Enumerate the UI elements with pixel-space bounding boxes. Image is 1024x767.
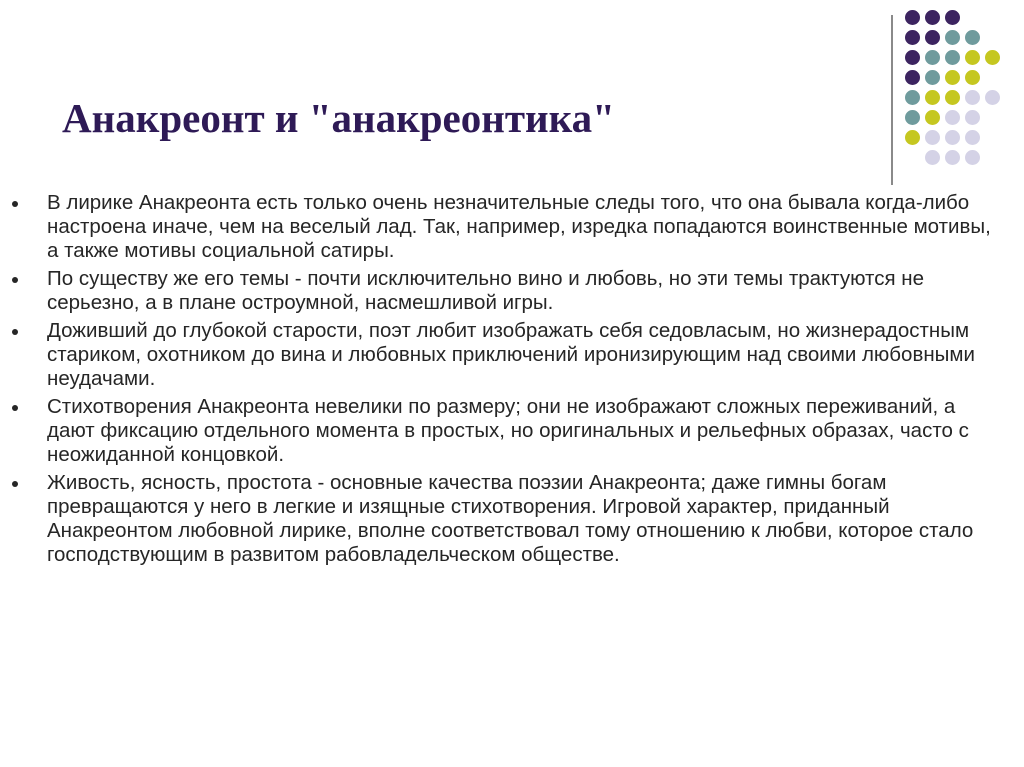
decor-dot-lavender bbox=[925, 150, 940, 165]
decor-dot-yellow bbox=[965, 70, 980, 85]
decor-dot-teal bbox=[925, 50, 940, 65]
decor-dot-teal bbox=[905, 90, 920, 105]
decor-dot-yellow bbox=[925, 90, 940, 105]
decor-dot-lavender bbox=[965, 150, 980, 165]
decor-dot-yellow bbox=[965, 50, 980, 65]
decor-dot-purple bbox=[905, 30, 920, 45]
decor-dot-lavender bbox=[965, 130, 980, 145]
decor-dot-lavender bbox=[945, 130, 960, 145]
bullet-dot-icon bbox=[12, 277, 18, 283]
bullet-item bbox=[0, 471, 1024, 567]
bullet-item bbox=[0, 267, 1024, 315]
decor-dot-lavender bbox=[965, 90, 980, 105]
bullet-text: Живость, ясность, простота - основные качества поэзии Анакреонта; даже гимны богам превращаются у него в легкие и изящные стихотворения. Игровой характер, приданный Анакреонтом любовной лирике, вполне соответствовал тому отношению к любви, которое стало господствующим в развитом рабовладельческом обществе. bbox=[47, 471, 974, 566]
bullet-item bbox=[0, 191, 1024, 263]
bullet-item bbox=[0, 319, 1024, 391]
decor-dot-purple bbox=[905, 50, 920, 65]
decor-dot-teal bbox=[945, 30, 960, 45]
title-divider-line bbox=[891, 15, 893, 185]
decor-dot-yellow bbox=[905, 130, 920, 145]
slide-title: Анакреонт и "анакреонтика" bbox=[62, 95, 615, 141]
decor-dot-teal bbox=[965, 30, 980, 45]
bullet-text: Стихотворения Анакреонта невелики по размеру; они не изображают сложных переживаний, а дают фиксацию отдельного момента в простых, но оригинальных и рельефных образах, часто с неожиданной концовкой. bbox=[47, 395, 969, 466]
decor-dot-purple bbox=[905, 70, 920, 85]
decor-dot-teal bbox=[925, 70, 940, 85]
decor-dot-purple bbox=[925, 10, 940, 25]
decor-dot-purple bbox=[925, 30, 940, 45]
bullet-text: По существу же его темы - почти исключительно вино и любовь, но эти темы трактуются не серьезно, а в плане остроумной, насмешливой игры. bbox=[47, 267, 924, 314]
decor-dot-purple bbox=[945, 10, 960, 25]
decor-dot-lavender bbox=[925, 130, 940, 145]
decor-dot-purple bbox=[905, 10, 920, 25]
bullet-text: Доживший до глубокой старости, поэт любит изображать себя седовласым, но жизнерадостным стариком, охотником до вина и любовных приключений иронизирующим над своими любовными неудачами. bbox=[47, 319, 975, 390]
decor-dot-teal bbox=[905, 110, 920, 125]
bullet-dot-icon bbox=[12, 405, 18, 411]
decor-dot-yellow bbox=[945, 90, 960, 105]
decor-dot-lavender bbox=[945, 150, 960, 165]
decor-dot-yellow bbox=[985, 50, 1000, 65]
decor-dot-teal bbox=[945, 50, 960, 65]
decor-dot-yellow bbox=[925, 110, 940, 125]
bullet-dot-icon bbox=[12, 201, 18, 207]
bullet-item bbox=[0, 395, 1024, 467]
dot-grid-decoration bbox=[905, 10, 1017, 165]
bullet-dot-icon bbox=[12, 481, 18, 487]
decor-dot-lavender bbox=[965, 110, 980, 125]
decor-dot-lavender bbox=[985, 90, 1000, 105]
decor-dot-yellow bbox=[945, 70, 960, 85]
bullet-text: В лирике Анакреонта есть только очень незначительные следы того, что она бывала когда-либо настроена иначе, чем на веселый лад. Так, например, изредка попадаются воинственные мотивы, а также мотивы социальной сатиры. bbox=[47, 191, 991, 262]
decor-dot-lavender bbox=[945, 110, 960, 125]
bullet-list bbox=[0, 191, 1024, 571]
bullet-dot-icon bbox=[12, 329, 18, 335]
